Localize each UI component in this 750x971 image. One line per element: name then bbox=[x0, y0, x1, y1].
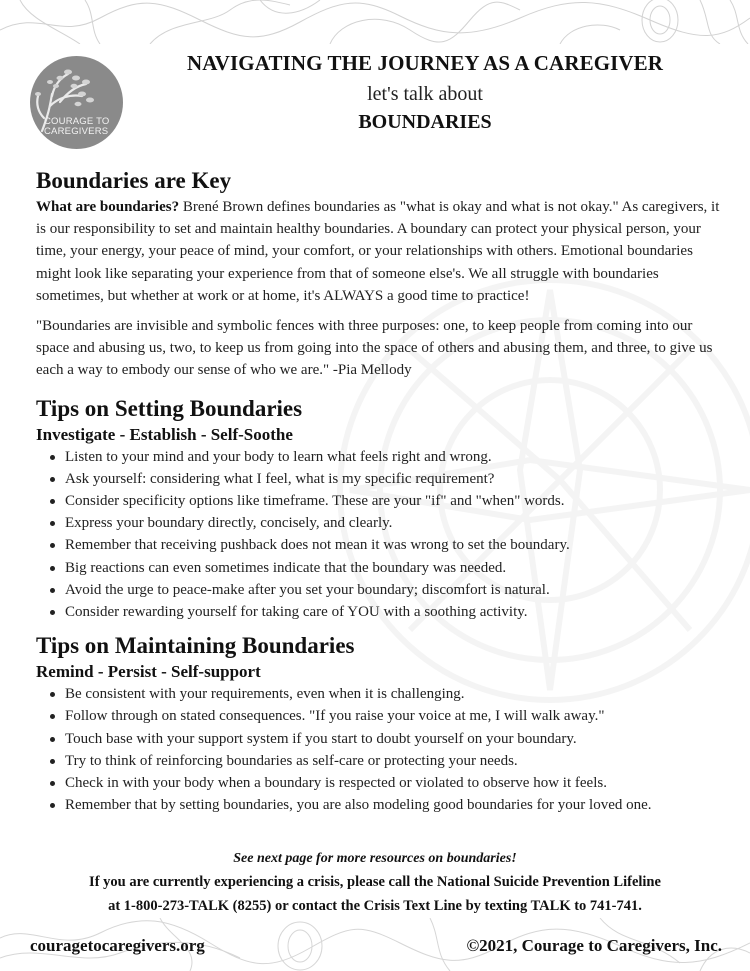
courage-to-caregivers-logo bbox=[30, 56, 123, 149]
list-item: Be consistent with your requirements, even when it is challenging. bbox=[48, 683, 726, 705]
logo-wordmark bbox=[44, 117, 110, 137]
section-subheading: Investigate - Establish - Self-Soothe bbox=[36, 424, 293, 444]
copyright-text: ©2021, Courage to Caregivers, Inc. bbox=[466, 936, 722, 955]
topographic-pattern-top bbox=[0, 0, 750, 44]
website-link[interactable]: couragetocaregivers.org bbox=[30, 936, 205, 955]
intro-lead: What are boundaries? bbox=[36, 199, 180, 215]
setting-tips-list bbox=[48, 446, 726, 624]
page-topic: BOUNDARIES bbox=[358, 111, 492, 133]
intro-text: Brené Brown defines boundaries as "what is okay and what is not okay." As caregivers, it is our responsibility to set and maintain healthy boundaries. A boundary can protect your physical person, your time, your energy, your peace of mind, your comfort, or your relationships with others. Emotional boundaries might look like separating your experience from that of someone else's. We all struggle with boundaries sometimes, but whether at work or at home, it's ALWAYS a good time to practice! bbox=[36, 199, 720, 304]
logo-line-1: COURAGE TO bbox=[44, 116, 110, 127]
list-item: Follow through on stated consequences. "If you raise your voice at me, I will walk away." bbox=[48, 705, 726, 727]
list-item: Try to think of reinforcing boundaries as self-care or protecting your needs. bbox=[48, 750, 726, 772]
crisis-line-2: at 1-800-273-TALK (8255) or contact the Crisis Text Line by texting TALK to 741-741. bbox=[108, 898, 642, 914]
section-heading: Tips on Setting Boundaries bbox=[36, 395, 303, 421]
list-item: Big reactions can even sometimes indicate that the boundary was needed. bbox=[48, 557, 726, 579]
logo-line-2: CAREGIVERS bbox=[44, 126, 109, 137]
list-item: Express your boundary directly, concisely, and clearly. bbox=[48, 512, 726, 534]
list-item: Listen to your mind and your body to learn what feels right and wrong. bbox=[48, 446, 726, 468]
list-item: Touch base with your support system if you start to doubt yourself on your boundary. bbox=[48, 728, 726, 750]
section-subheading: Remind - Persist - Self-support bbox=[36, 662, 261, 682]
list-item: Ask yourself: considering what I feel, what is my specific requirement? bbox=[48, 468, 726, 490]
list-item: Remember that by setting boundaries, you are also modeling good boundaries for your loved one. bbox=[48, 794, 726, 816]
intro-paragraph bbox=[36, 196, 726, 307]
page-title: NAVIGATING THE JOURNEY AS A CAREGIVER bbox=[186, 51, 664, 75]
list-item: Consider rewarding yourself for taking care of YOU with a soothing activity. bbox=[48, 601, 726, 623]
page-footer bbox=[30, 932, 722, 960]
section-setting-boundaries bbox=[36, 394, 726, 624]
main-content bbox=[36, 166, 726, 816]
maintaining-tips-list bbox=[48, 683, 726, 816]
section-maintaining-boundaries bbox=[36, 631, 726, 816]
list-item: Remember that receiving pushback does not mean it was wrong to set the boundary. bbox=[48, 534, 726, 556]
page-subtitle: let's talk about bbox=[367, 83, 483, 105]
footer-notes bbox=[20, 848, 730, 918]
list-item: Consider specificity options like timeframe. These are your "if" and "when" words. bbox=[48, 490, 726, 512]
section-heading: Boundaries are Key bbox=[36, 168, 232, 193]
list-item: Avoid the urge to peace-make after you set your boundary; discomfort is natural. bbox=[48, 579, 726, 601]
list-item: Check in with your body when a boundary is respected or violated to observe how it feels. bbox=[48, 772, 726, 794]
section-heading: Tips on Maintaining Boundaries bbox=[36, 633, 355, 659]
pia-mellody-quote: "Boundaries are invisible and symbolic fences with three purposes: one, to keep people from coming into our space and abusing us, two, to keep us from going into the space of others and abusing them, and three, to give us each a way to embody our sense of who we are." -Pia Mellody bbox=[36, 318, 713, 379]
section-boundaries-are-key bbox=[36, 166, 726, 382]
page-header bbox=[0, 44, 750, 154]
title-block bbox=[160, 50, 690, 136]
next-page-note: See next page for more resources on boundaries! bbox=[233, 851, 517, 866]
crisis-line-1: If you are currently experiencing a crisis, please call the National Suicide Prevention Lifeline bbox=[89, 874, 661, 890]
